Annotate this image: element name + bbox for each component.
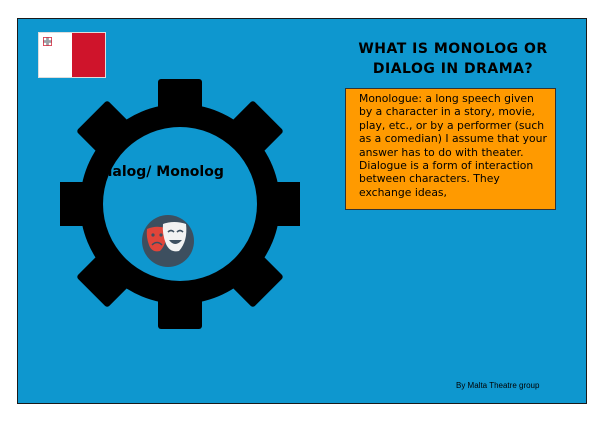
credit-text: By Malta Theatre group <box>456 381 540 390</box>
malta-flag-icon <box>38 32 106 78</box>
theatre-masks-icon <box>142 215 194 267</box>
slide <box>17 18 587 404</box>
gear-icon <box>60 79 300 329</box>
gear-label: Dialog/ Monolog <box>96 164 224 180</box>
description-box: Monologue: a long speech given by a character in a story, movie, play, etc., or by a performer (such as a comedian) I assume that your answer has to do with theater. Dialogue is a form of interaction between characters. They exchange ideas, <box>345 88 556 210</box>
george-cross-icon <box>43 37 52 46</box>
page-title: WHAT IS MONOLOG OR DIALOG IN DRAMA? <box>358 41 548 77</box>
